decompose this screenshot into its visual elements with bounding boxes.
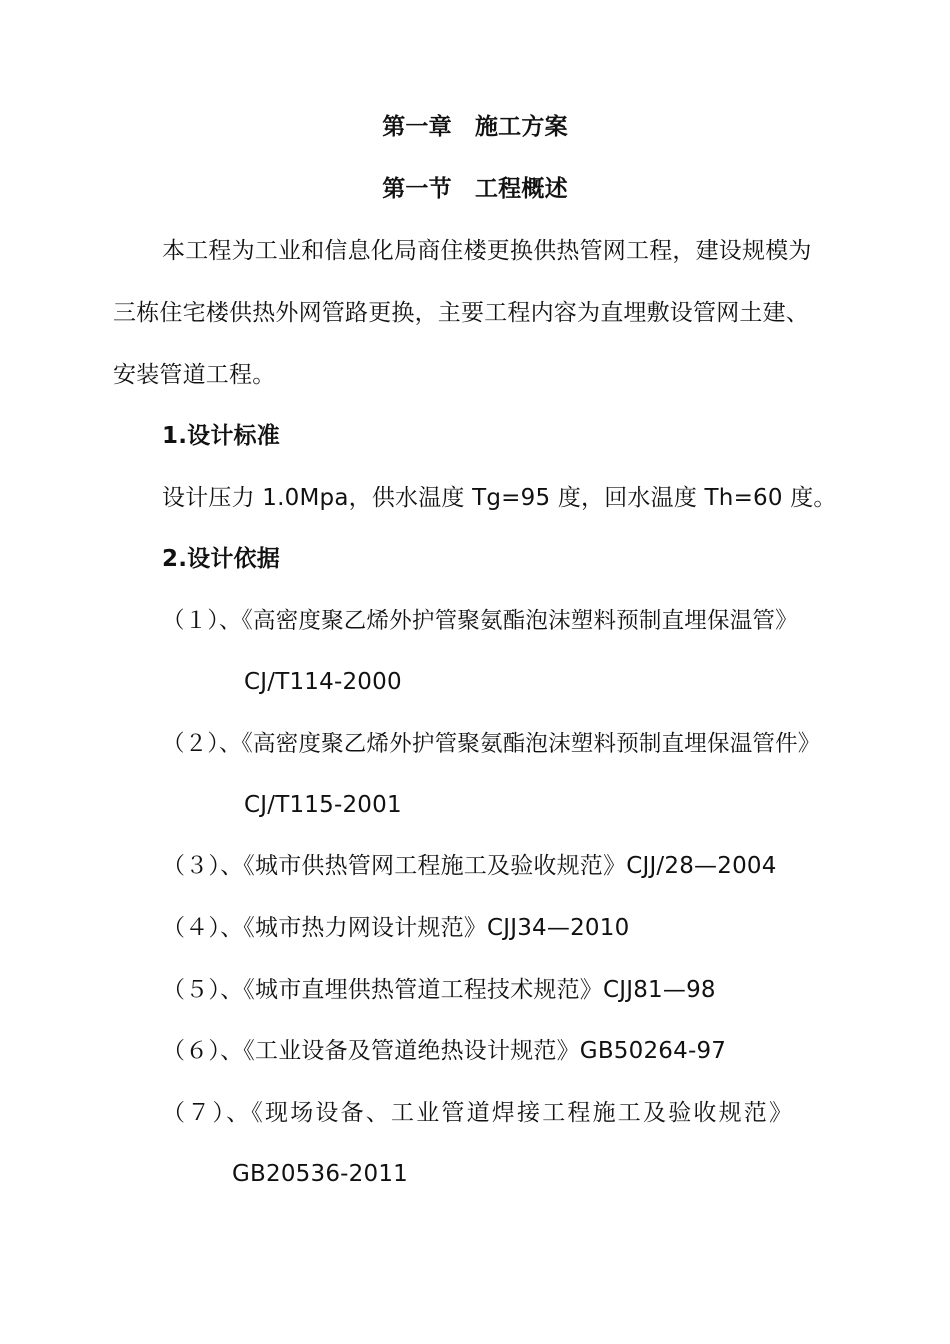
design-standard-text: 设计压力 1.0Mpa，供水温度 Tg=95 度，回水温度 Th=60 度。	[162, 485, 837, 511]
basis-item-3-title: （３）、《城市供热管网工程施工及验收规范》CJJ/28—2004	[162, 853, 777, 879]
design-basis-heading: 2.设计依据	[162, 546, 280, 572]
design-standard-heading: 1.设计标准	[162, 423, 280, 449]
basis-item-2-code: CJ/T115-2001	[244, 792, 402, 818]
overview-line-2: 三栋住宅楼供热外网管路更换，主要工程内容为直埋敷设管网土建、	[113, 300, 809, 326]
basis-item-5-title: （５）、《城市直埋供热管道工程技术规范》CJJ81—98	[162, 977, 716, 1003]
basis-item-4-title: （４）、《城市热力网设计规范》CJJ34—2010	[162, 915, 630, 941]
chapter-title: 第一章 施工方案	[382, 114, 568, 140]
basis-item-2-title: （２）、《高密度聚乙烯外护管聚氨酯泡沫塑料预制直埋保温管件》	[162, 731, 821, 757]
basis-item-1-title: （１）、《高密度聚乙烯外护管聚氨酯泡沫塑料预制直埋保温管》	[162, 608, 798, 634]
overview-line-3: 安装管道工程。	[113, 362, 276, 388]
basis-item-7-title: （７）、《现场设备、工业管道焊接工程施工及验收规范》	[162, 1100, 795, 1126]
basis-item-7-code: GB20536-2011	[232, 1161, 409, 1187]
basis-item-1-code: CJ/T114-2000	[244, 669, 402, 695]
overview-line-1: 本工程为工业和信息化局商住楼更换供热管网工程，建设规模为	[162, 238, 812, 264]
basis-item-6-title: （６）、《工业设备及管道绝热设计规范》GB50264-97	[162, 1038, 727, 1064]
section-title: 第一节 工程概述	[382, 176, 568, 202]
